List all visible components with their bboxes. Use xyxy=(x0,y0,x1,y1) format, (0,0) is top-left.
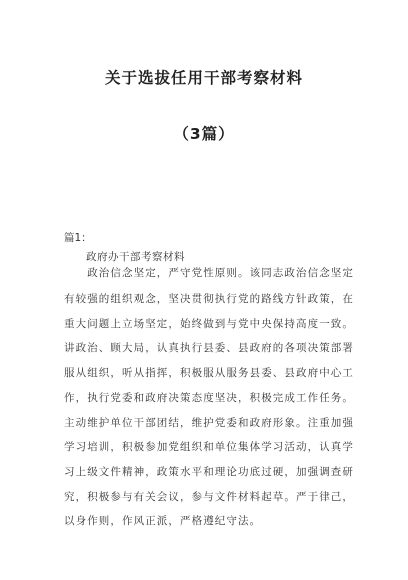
body-line: 以身作则，作风正派，严格遵纪守法。 xyxy=(64,515,262,527)
body-line: 究，积极参与有关会议，参与文件材料起草。严于律己， xyxy=(64,491,354,503)
document-title: 关于选拔任用干部考察材料 xyxy=(104,69,303,87)
document-subtitle: （3篇） xyxy=(173,125,235,143)
body-line: 讲政治、顾大局，认真执行县委、县政府的各项决策部署 xyxy=(64,342,354,354)
body-line: 作，执行党委和政府决策态度坚决，积极完成工作任务。 xyxy=(64,392,354,404)
body-line: 学习培训，积极参加党组织和单位集体学习活动，认真学 xyxy=(64,441,354,453)
body-line: 政治信念坚定，严守党性原则。该同志政治信念坚定 xyxy=(64,267,354,279)
body-line: 服从组织，听从指挥，积极服从服务县委、县政府中心工 xyxy=(64,367,354,379)
body-line: 有较强的组织观念，坚决贯彻执行党的路线方针政策，在 xyxy=(64,293,354,305)
body-line: 习上级文件精神，政策水平和理论功底过硬，加强调查研 xyxy=(64,466,354,478)
section-label: 篇1： xyxy=(64,232,92,244)
body-line: 主动维护单位干部团结，维护党委和政府形象。注重加强 xyxy=(64,417,354,429)
body-line: 重大问题上立场坚定，始终做到与党中央保持高度一致。 xyxy=(64,318,354,330)
section-heading: 政府办干部考察材料 xyxy=(86,251,185,263)
